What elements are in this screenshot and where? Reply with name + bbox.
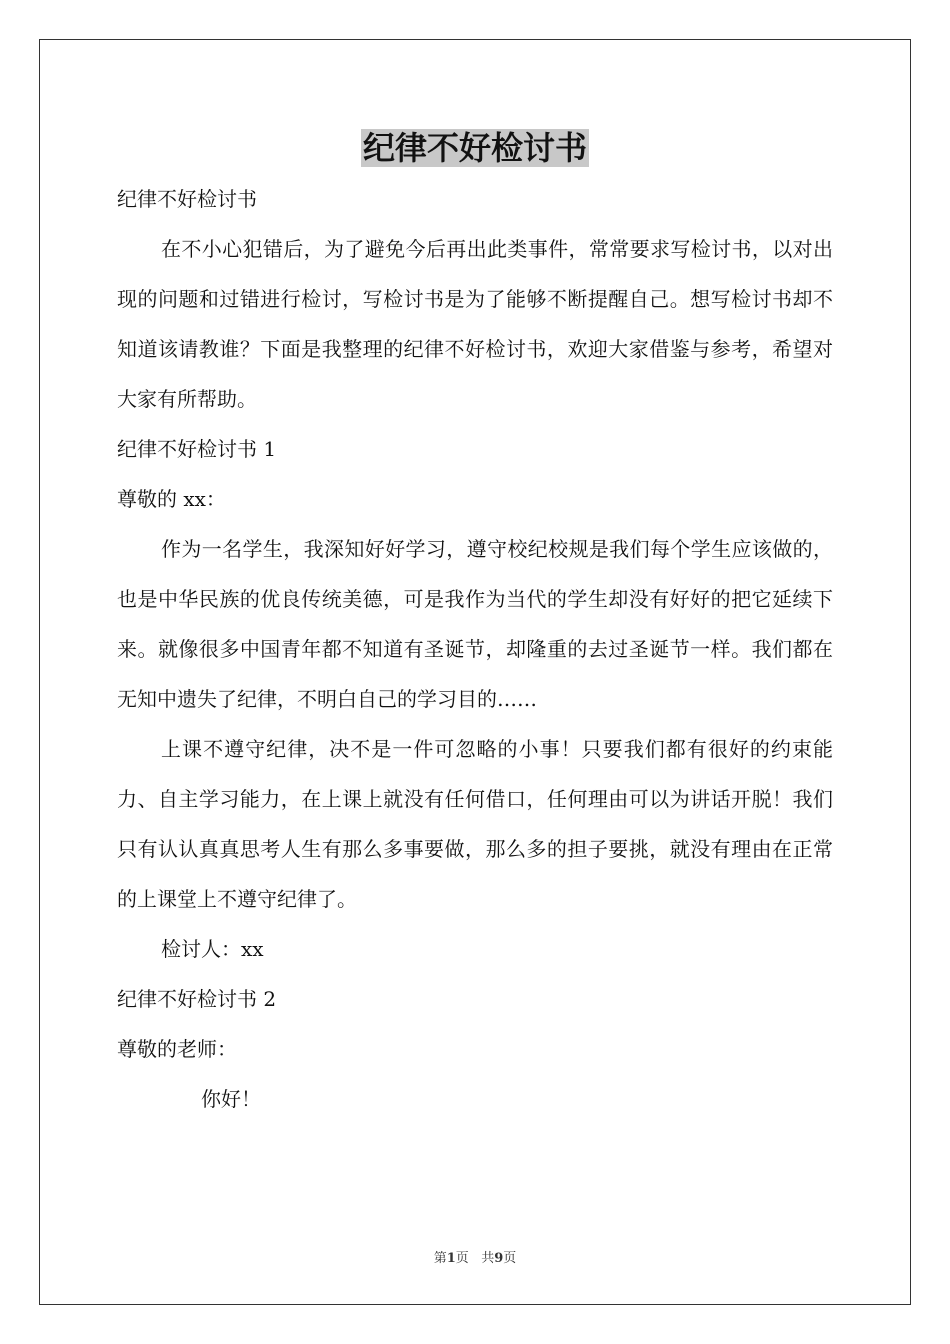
- page-footer: [0, 1247, 950, 1266]
- page-current: 1: [446, 1251, 456, 1266]
- signer-line: 检讨人：xx: [161, 937, 264, 961]
- body-paragraph-1: 作为一名学生，我深知好好学习，遵守校纪校规是我们每个学生应该做的，也是中华民族的优良传统美德，可是我作为当代的学生却没有好好的把它延续下来。就像很多中国青年都不知道有圣诞节，却隆重的去过圣诞节一样。我们都在无知中遗失了纪律，不明白自己的学习目的……: [117, 537, 833, 711]
- salutation-1: 尊敬的 xx：: [117, 487, 226, 511]
- total-prefix: 共: [481, 1251, 495, 1266]
- total-suffix: 页: [503, 1251, 517, 1266]
- section-heading-1: 纪律不好检讨书 1: [117, 437, 277, 461]
- page-prefix: 第: [433, 1251, 447, 1266]
- document-title: [0, 126, 950, 170]
- body-paragraph-2: 上课不遵守纪律，决不是一件可忽略的小事！只要我们都有很好的约束能力、自主学习能力，在上课上就没有任何借口，任何理由可以为讲话开脱！我们只有认认真真思考人生有那么多事要做，那么多的担子要挑，就没有理由在正常的上课堂上不遵守纪律了。: [117, 737, 833, 911]
- page-total: 9: [494, 1251, 504, 1266]
- subtitle: 纪律不好检讨书: [117, 187, 257, 211]
- page-suffix: 页: [455, 1251, 469, 1266]
- section-heading-2: 纪律不好检讨书 2: [117, 987, 277, 1011]
- intro-paragraph: 在不小心犯错后，为了避免今后再出此类事件，常常要求写检讨书，以对出现的问题和过错进行检讨，写检讨书是为了能够不断提醒自己。想写检讨书却不知道该请教谁？下面是我整理的纪律不好检讨书，欢迎大家借鉴与参考，希望对大家有所帮助。: [117, 237, 833, 411]
- greeting-line: 你好！: [201, 1087, 261, 1111]
- document-title-text: 纪律不好检讨书: [362, 129, 587, 167]
- salutation-2: 尊敬的老师：: [117, 1037, 237, 1061]
- document-body: [117, 174, 833, 1124]
